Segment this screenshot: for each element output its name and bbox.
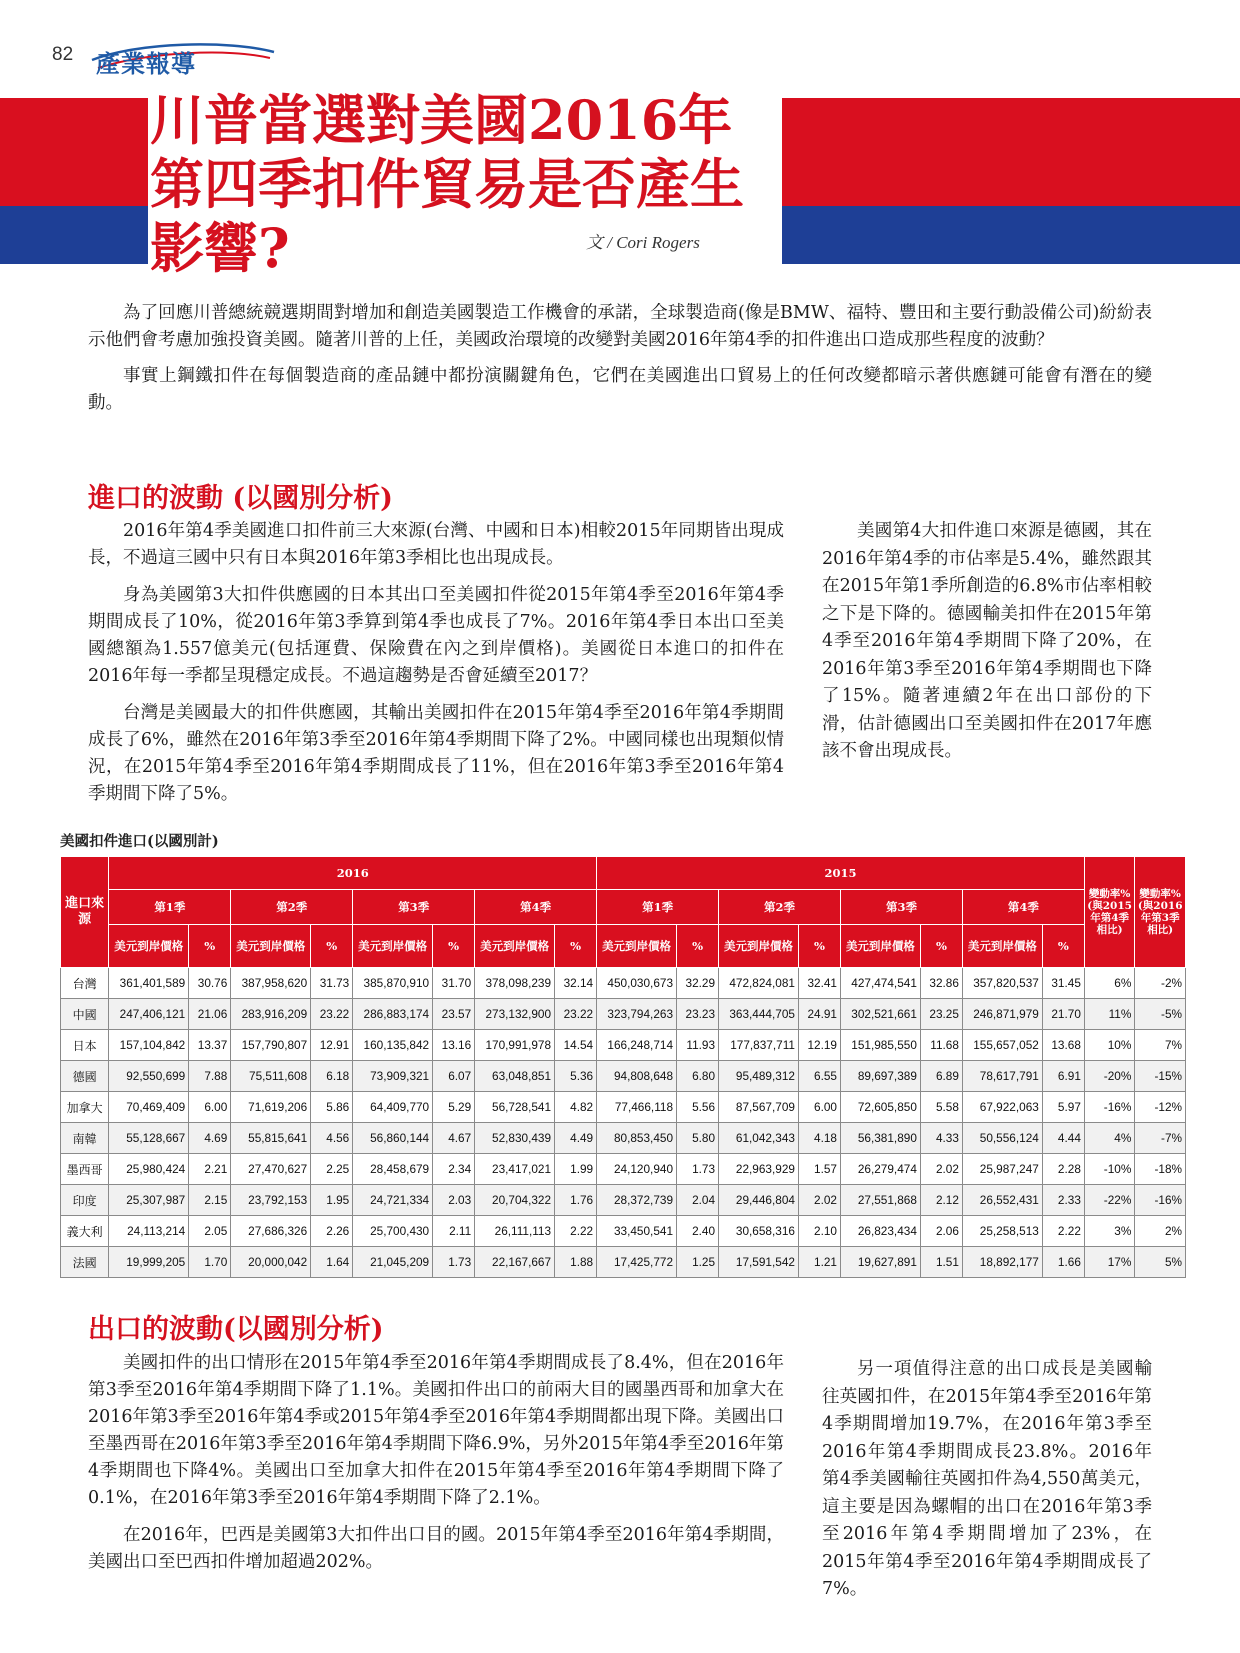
- table-cell: 2.04: [677, 1185, 719, 1216]
- header-percent: %: [555, 925, 597, 968]
- table-cell: 33,450,541: [597, 1216, 677, 1247]
- table-cell: 2.40: [677, 1216, 719, 1247]
- table-row: [61, 1092, 1186, 1123]
- table-cell: 385,870,910: [353, 968, 433, 999]
- table-cell: 2.06: [920, 1216, 962, 1247]
- import-table: [60, 856, 1186, 1278]
- header-percent: %: [189, 925, 231, 968]
- table-cell: 247,406,121: [109, 999, 189, 1030]
- byline: 文 / Cori Rogers: [586, 233, 700, 252]
- table-cell: 11.93: [677, 1030, 719, 1061]
- table-cell: 31.70: [433, 968, 475, 999]
- table-cell: 30.76: [189, 968, 231, 999]
- export-left-column: [88, 1350, 784, 1586]
- table-cell: 1.64: [311, 1247, 353, 1278]
- table-cell: -16%: [1084, 1092, 1134, 1123]
- table-cell: 286,883,174: [353, 999, 433, 1030]
- table-cell: 5.58: [920, 1092, 962, 1123]
- table-cell: 6.18: [311, 1061, 353, 1092]
- table-cell: 378,098,239: [475, 968, 555, 999]
- table-cell: 87,567,709: [719, 1092, 799, 1123]
- table-cell: 61,042,343: [719, 1123, 799, 1154]
- table-cell: 24,120,940: [597, 1154, 677, 1185]
- table-cell: 2.02: [920, 1154, 962, 1185]
- table-cell: 23.22: [555, 999, 597, 1030]
- table-cell: 20,000,042: [231, 1247, 311, 1278]
- table-caption: 美國扣件進口(以國別計): [60, 833, 219, 850]
- table-cell: 2.34: [433, 1154, 475, 1185]
- country-cell: 日本: [61, 1030, 109, 1061]
- table-cell: 2.25: [311, 1154, 353, 1185]
- table-cell: 1.25: [677, 1247, 719, 1278]
- table-cell: -10%: [1084, 1154, 1134, 1185]
- table-cell: 4.69: [189, 1123, 231, 1154]
- table-row: [61, 1154, 1186, 1185]
- table-cell: 70,469,409: [109, 1092, 189, 1123]
- table-cell: 361,401,589: [109, 968, 189, 999]
- import-table-wrapper: [60, 856, 1186, 1278]
- table-cell: 12.91: [311, 1030, 353, 1061]
- table-cell: 25,980,424: [109, 1154, 189, 1185]
- paragraph: 在2016年，巴西是美國第3大扣件出口目的國。2015年第4季至2016年第4季期間，美國出口至巴西扣件增加超過202%。: [88, 1525, 784, 1572]
- table-cell: 55,815,641: [231, 1123, 311, 1154]
- table-row: [61, 1185, 1186, 1216]
- table-cell: 13.16: [433, 1030, 475, 1061]
- paragraph: 身為美國第3大扣件供應國的日本其出口至美國扣件從2015年第4季至2016年第4季期間成長了10%，從2016年第3季算到第4季也成長了7%。2016年第4季日本出口至美國總額為1.557億美元(包括運費、保險費在內之到岸價格)。美國從日本進口的扣件在2016年每一季都呈現穩定成長。不過這趨勢是否會延續至2017？: [88, 585, 784, 686]
- table-cell: 4.18: [798, 1123, 840, 1154]
- table-cell: 5.80: [677, 1123, 719, 1154]
- table-cell: 6.91: [1042, 1061, 1084, 1092]
- table-cell: 26,111,113: [475, 1216, 555, 1247]
- table-cell: 71,619,206: [231, 1092, 311, 1123]
- table-cell: 283,916,209: [231, 999, 311, 1030]
- paragraph: 台灣是美國最大的扣件供應國，其輸出美國扣件在2015年第4季至2016年第4季期間成長了6%，雖然在2016年第3季至2016年第4季期間下降了2%。中國同樣也出現類似情況，在2015年第4季至2016年第4季期間成長了11%，但在2016年第3季至2016年第4季期間下降了5%。: [88, 703, 784, 804]
- table-cell: 3%: [1084, 1216, 1134, 1247]
- table-cell: 157,104,842: [109, 1030, 189, 1061]
- table-cell: 18,892,177: [962, 1247, 1042, 1278]
- table-cell: 23,417,021: [475, 1154, 555, 1185]
- table-cell: 5.36: [555, 1061, 597, 1092]
- header-year: 2015: [597, 857, 1085, 890]
- table-cell: 1.70: [189, 1247, 231, 1278]
- table-cell: 246,871,979: [962, 999, 1042, 1030]
- header-quarter: 第3季: [353, 890, 475, 925]
- title-line: 影響?: [150, 216, 290, 280]
- country-cell: 中國: [61, 999, 109, 1030]
- table-cell: -22%: [1084, 1185, 1134, 1216]
- table-cell: 21.70: [1042, 999, 1084, 1030]
- table-cell: 1.76: [555, 1185, 597, 1216]
- title-line: 川普當選對美國2016年: [150, 88, 733, 152]
- header-percent: %: [433, 925, 475, 968]
- table-row: [61, 968, 1186, 999]
- paragraph: 另一項值得注意的出口成長是美國輸往英國扣件，在2015年第4季至2016年第4季期間增加19.7%，在2016年第3季至2016年第4季期間成長23.8%。2016年第4季美國輸往英國扣件為4,550萬美元，這主要是因為螺帽的出口在2016年第3季至2016年第4季期間增加了23%，在2015年第4季至2016年第4季期間成長了7%。: [822, 1359, 1152, 1599]
- table-cell: 6.00: [189, 1092, 231, 1123]
- table-cell: 52,830,439: [475, 1123, 555, 1154]
- paragraph: 美國第4大扣件進口來源是德國，其在2016年第4季的市佔率是5.4%，雖然跟其在2015年第1季所創造的6.8%市佔率相較之下是下降的。德國輸美扣件在2015年第4季至2016年第4季期間下降了20%，在2016年第3季至2016年第4季期間也下降了15%。隨著連續2年在出口部份的下滑，估計德國出口至美國扣件在2017年應該不會出現成長。: [822, 521, 1152, 761]
- table-cell: 23,792,153: [231, 1185, 311, 1216]
- section-logo: [88, 38, 278, 78]
- table-cell: 89,697,389: [841, 1061, 921, 1092]
- table-cell: 1.99: [555, 1154, 597, 1185]
- table-cell: 23.25: [920, 999, 962, 1030]
- header-band-blue-left: [0, 206, 148, 264]
- table-cell: 2.26: [311, 1216, 353, 1247]
- table-cell: 5.97: [1042, 1092, 1084, 1123]
- table-cell: 5.86: [311, 1092, 353, 1123]
- table-cell: 23.23: [677, 999, 719, 1030]
- table-cell: 19,999,205: [109, 1247, 189, 1278]
- header-percent: %: [677, 925, 719, 968]
- header-value: 美元到岸價格: [719, 925, 799, 968]
- header-value: 美元到岸價格: [597, 925, 677, 968]
- table-cell: 5%: [1135, 1247, 1186, 1278]
- paragraph: 美國扣件的出口情形在2015年第4季至2016年第4季期間成長了8.4%，但在2016年第3季至2016年第4季期間下降了1.1%。美國扣件出口的前兩大目的國墨西哥和加拿大在2016年第3季至2016年第4季或2015年第4季至2016年第4季期間都出現下降。美國出口至墨西哥在2016年第3季至2016年第4季期間下降6.9%，另外2015年第4季至2016年第4季期間也下降4%。美國出口至加拿大扣件在2015年第4季至2016年第4季期間下降了0.1%，在2016年第3季至2016年第4季期間下降了2.1%。: [88, 1353, 784, 1508]
- header-quarter: 第1季: [109, 890, 231, 925]
- table-cell: 80,853,450: [597, 1123, 677, 1154]
- intro: [88, 300, 1152, 426]
- table-cell: 170,991,978: [475, 1030, 555, 1061]
- table-cell: 27,551,868: [841, 1185, 921, 1216]
- import-left-column: [88, 518, 784, 818]
- table-row: [61, 1216, 1186, 1247]
- export-right-column: [822, 1356, 1152, 1614]
- table-cell: 24,721,334: [353, 1185, 433, 1216]
- table-cell: 25,987,247: [962, 1154, 1042, 1185]
- country-cell: 印度: [61, 1185, 109, 1216]
- table-cell: 151,985,550: [841, 1030, 921, 1061]
- table-cell: 11%: [1084, 999, 1134, 1030]
- table-cell: 56,860,144: [353, 1123, 433, 1154]
- section-label: 產業報導: [96, 49, 196, 78]
- table-cell: 166,248,714: [597, 1030, 677, 1061]
- table-cell: 27,470,627: [231, 1154, 311, 1185]
- table-cell: 6.00: [798, 1092, 840, 1123]
- import-heading: 進口的波動 (以國別分析): [88, 483, 393, 514]
- table-cell: 32.29: [677, 968, 719, 999]
- table-cell: 155,657,052: [962, 1030, 1042, 1061]
- table-cell: 273,132,900: [475, 999, 555, 1030]
- table-cell: 26,823,434: [841, 1216, 921, 1247]
- table-cell: 1.73: [433, 1247, 475, 1278]
- table-cell: 4.49: [555, 1123, 597, 1154]
- header-value: 美元到岸價格: [841, 925, 921, 968]
- table-cell: 7%: [1135, 1030, 1186, 1061]
- table-cell: -18%: [1135, 1154, 1186, 1185]
- table-cell: 13.37: [189, 1030, 231, 1061]
- table-cell: 6.89: [920, 1061, 962, 1092]
- table-cell: 302,521,661: [841, 999, 921, 1030]
- table-cell: 28,372,739: [597, 1185, 677, 1216]
- table-cell: 19,627,891: [841, 1247, 921, 1278]
- table-cell: 31.45: [1042, 968, 1084, 999]
- header-percent: %: [1042, 925, 1084, 968]
- table-cell: -2%: [1135, 968, 1186, 999]
- header-band-blue-right: [782, 206, 1240, 264]
- table-cell: 1.21: [798, 1247, 840, 1278]
- header-year: 2016: [109, 857, 597, 890]
- page-number: 82: [52, 44, 74, 65]
- table-cell: 6.55: [798, 1061, 840, 1092]
- table-cell: 2.21: [189, 1154, 231, 1185]
- import-right-column: [822, 518, 1152, 776]
- table-row: [61, 999, 1186, 1030]
- table-cell: -15%: [1135, 1061, 1186, 1092]
- header-band-red-left: [0, 98, 148, 206]
- table-cell: 26,552,431: [962, 1185, 1042, 1216]
- header-quarter: 第2季: [719, 890, 841, 925]
- table-cell: 4.82: [555, 1092, 597, 1123]
- table-cell: 363,444,705: [719, 999, 799, 1030]
- table-cell: 64,409,770: [353, 1092, 433, 1123]
- table-cell: -5%: [1135, 999, 1186, 1030]
- table-cell: 2.28: [1042, 1154, 1084, 1185]
- table-cell: 2.02: [798, 1185, 840, 1216]
- table-cell: 6.07: [433, 1061, 475, 1092]
- table-cell: 28,458,679: [353, 1154, 433, 1185]
- table-cell: 92,550,699: [109, 1061, 189, 1092]
- table-cell: 55,128,667: [109, 1123, 189, 1154]
- country-cell: 台灣: [61, 968, 109, 999]
- table-cell: 21.06: [189, 999, 231, 1030]
- table-cell: 160,135,842: [353, 1030, 433, 1061]
- table-cell: 5.56: [677, 1092, 719, 1123]
- table-cell: 450,030,673: [597, 968, 677, 999]
- table-cell: 31.73: [311, 968, 353, 999]
- table-row: [61, 1061, 1186, 1092]
- table-cell: 63,048,851: [475, 1061, 555, 1092]
- table-cell: 4.33: [920, 1123, 962, 1154]
- table-cell: 23.22: [311, 999, 353, 1030]
- country-cell: 義大利: [61, 1216, 109, 1247]
- header-value: 美元到岸價格: [962, 925, 1042, 968]
- table-cell: 10%: [1084, 1030, 1134, 1061]
- table-cell: 72,605,850: [841, 1092, 921, 1123]
- table-cell: 12.19: [798, 1030, 840, 1061]
- country-cell: 南韓: [61, 1123, 109, 1154]
- country-cell: 墨西哥: [61, 1154, 109, 1185]
- header-quarter: 第2季: [231, 890, 353, 925]
- header-change-yoy: 變動率%(與2015年第4季相比): [1084, 857, 1134, 968]
- header-value: 美元到岸價格: [109, 925, 189, 968]
- header-percent: %: [920, 925, 962, 968]
- table-cell: 95,489,312: [719, 1061, 799, 1092]
- table-cell: 2.12: [920, 1185, 962, 1216]
- header-percent: %: [311, 925, 353, 968]
- table-cell: 32.41: [798, 968, 840, 999]
- table-cell: 1.73: [677, 1154, 719, 1185]
- table-cell: 4.56: [311, 1123, 353, 1154]
- country-cell: 德國: [61, 1061, 109, 1092]
- export-heading: 出口的波動(以國別分析): [88, 1314, 384, 1345]
- table-cell: 17,425,772: [597, 1247, 677, 1278]
- table-cell: 23.57: [433, 999, 475, 1030]
- table-row: [61, 1247, 1186, 1278]
- table-cell: 30,658,316: [719, 1216, 799, 1247]
- table-cell: 427,474,541: [841, 968, 921, 999]
- table-cell: 6.80: [677, 1061, 719, 1092]
- table-cell: 77,466,118: [597, 1092, 677, 1123]
- table-cell: 26,279,474: [841, 1154, 921, 1185]
- table-cell: 1.66: [1042, 1247, 1084, 1278]
- header-band-red-right: [782, 98, 1240, 206]
- table-cell: 32.14: [555, 968, 597, 999]
- header-value: 美元到岸價格: [475, 925, 555, 968]
- country-cell: 加拿大: [61, 1092, 109, 1123]
- table-cell: 56,728,541: [475, 1092, 555, 1123]
- header-quarter: 第4季: [962, 890, 1084, 925]
- table-cell: 6%: [1084, 968, 1134, 999]
- header-change-qoq: 變動率%(與2016年第3季相比): [1135, 857, 1186, 968]
- table-cell: 17,591,542: [719, 1247, 799, 1278]
- table-cell: -12%: [1135, 1092, 1186, 1123]
- table-cell: 20,704,322: [475, 1185, 555, 1216]
- header-country: 進口來源: [61, 857, 109, 968]
- table-cell: 157,790,807: [231, 1030, 311, 1061]
- paragraph: 2016年第4季美國進口扣件前三大來源(台灣、中國和日本)相較2015年同期皆出現成長，不過這三國中只有日本與2016年第3季相比也出現成長。: [88, 521, 784, 568]
- table-cell: 1.51: [920, 1247, 962, 1278]
- table-cell: 4.44: [1042, 1123, 1084, 1154]
- table-cell: 75,511,608: [231, 1061, 311, 1092]
- table-cell: 32.86: [920, 968, 962, 999]
- table-cell: 21,045,209: [353, 1247, 433, 1278]
- table-cell: 73,909,321: [353, 1061, 433, 1092]
- table-cell: 2.05: [189, 1216, 231, 1247]
- header-quarter: 第1季: [597, 890, 719, 925]
- table-cell: 22,167,667: [475, 1247, 555, 1278]
- table-cell: -16%: [1135, 1185, 1186, 1216]
- table-cell: 2.03: [433, 1185, 475, 1216]
- table-cell: 13.68: [1042, 1030, 1084, 1061]
- table-cell: 24,113,214: [109, 1216, 189, 1247]
- title-line: 第四季扣件貿易是否產生: [150, 152, 744, 216]
- table-cell: 1.57: [798, 1154, 840, 1185]
- country-cell: 法國: [61, 1247, 109, 1278]
- header-quarter: 第3季: [841, 890, 963, 925]
- table-cell: -20%: [1084, 1061, 1134, 1092]
- intro-paragraph: 為了回應川普總統競選期間對增加和創造美國製造工作機會的承諾，全球製造商(像是BMW、福特、豐田和主要行動設備公司)紛紛表示他們會考慮加強投資美國。隨著川普的上任，美國政治環境的改變對美國2016年第4季的扣件進出口造成那些程度的波動？: [88, 303, 1152, 350]
- header-value: 美元到岸價格: [353, 925, 433, 968]
- table-cell: 27,686,326: [231, 1216, 311, 1247]
- table-cell: 78,617,791: [962, 1061, 1042, 1092]
- table-cell: 2.33: [1042, 1185, 1084, 1216]
- table-cell: 4.67: [433, 1123, 475, 1154]
- table-cell: 323,794,263: [597, 999, 677, 1030]
- table-cell: 94,808,648: [597, 1061, 677, 1092]
- table-cell: 67,922,063: [962, 1092, 1042, 1123]
- table-cell: 2.10: [798, 1216, 840, 1247]
- table-cell: 5.29: [433, 1092, 475, 1123]
- table-cell: 25,700,430: [353, 1216, 433, 1247]
- table-cell: 25,258,513: [962, 1216, 1042, 1247]
- table-cell: 4%: [1084, 1123, 1134, 1154]
- table-cell: 2.22: [1042, 1216, 1084, 1247]
- intro-paragraph: 事實上鋼鐵扣件在每個製造商的產品鏈中都扮演關鍵角色，它們在美國進出口貿易上的任何改變都暗示著供應鏈可能會有潛在的變動。: [88, 366, 1152, 413]
- table-cell: 56,381,890: [841, 1123, 921, 1154]
- table-cell: 177,837,711: [719, 1030, 799, 1061]
- table-cell: 2.22: [555, 1216, 597, 1247]
- header-value: 美元到岸價格: [231, 925, 311, 968]
- table-row: [61, 1030, 1186, 1061]
- table-cell: 14.54: [555, 1030, 597, 1061]
- table-cell: -7%: [1135, 1123, 1186, 1154]
- table-cell: 1.88: [555, 1247, 597, 1278]
- table-row: [61, 1123, 1186, 1154]
- table-cell: 7.88: [189, 1061, 231, 1092]
- table-cell: 50,556,124: [962, 1123, 1042, 1154]
- table-cell: 29,446,804: [719, 1185, 799, 1216]
- table-cell: 2.15: [189, 1185, 231, 1216]
- header-quarter: 第4季: [475, 890, 597, 925]
- header-percent: %: [798, 925, 840, 968]
- table-cell: 11.68: [920, 1030, 962, 1061]
- table-cell: 2%: [1135, 1216, 1186, 1247]
- table-cell: 24.91: [798, 999, 840, 1030]
- table-cell: 387,958,620: [231, 968, 311, 999]
- table-cell: 2.11: [433, 1216, 475, 1247]
- table-cell: 472,824,081: [719, 968, 799, 999]
- table-cell: 25,307,987: [109, 1185, 189, 1216]
- table-cell: 1.95: [311, 1185, 353, 1216]
- table-cell: 17%: [1084, 1247, 1134, 1278]
- table-cell: 357,820,537: [962, 968, 1042, 999]
- table-cell: 22,963,929: [719, 1154, 799, 1185]
